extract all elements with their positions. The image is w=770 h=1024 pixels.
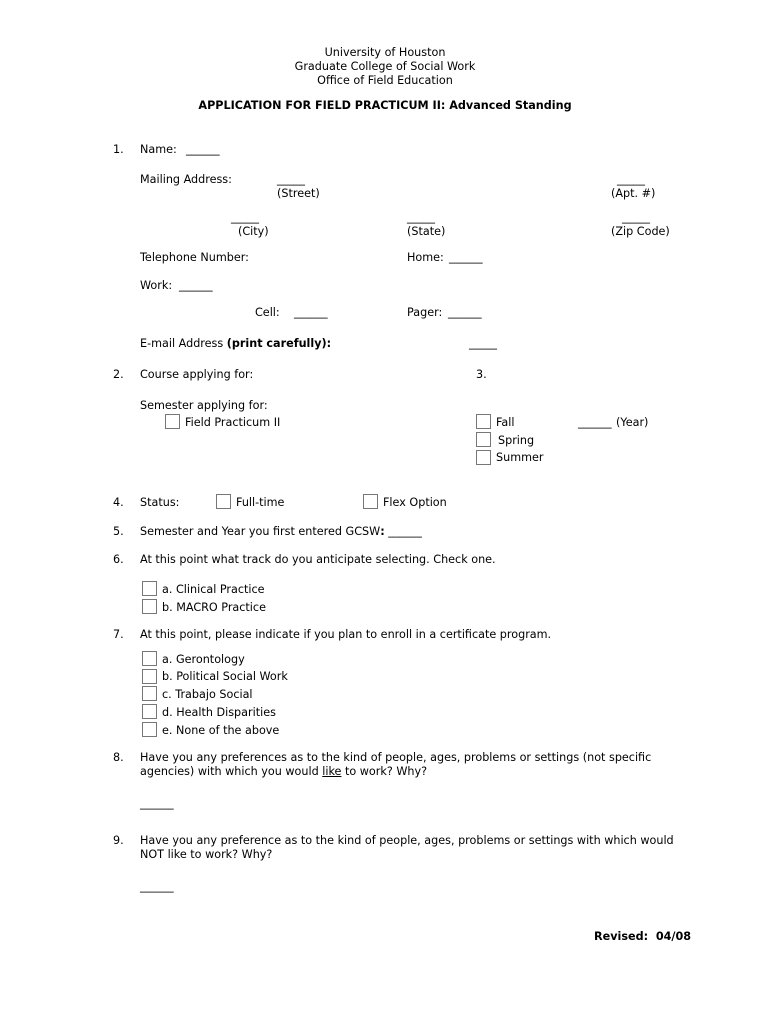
q5-number: 5. [113, 525, 124, 538]
header-office: Office of Field Education [317, 74, 453, 87]
clinical-practice-checkbox[interactable] [142, 581, 157, 596]
revised-label: Revised: [594, 930, 649, 943]
email-row [140, 337, 331, 351]
form-title: APPLICATION FOR FIELD PRACTICUM II: Advanced Standing [198, 99, 572, 112]
q4-number: 4. [113, 496, 124, 509]
state-blank[interactable]: _____ [407, 211, 435, 224]
fulltime-label: Full-time [236, 496, 285, 509]
q9-answer-blank[interactable]: ______ [140, 880, 174, 893]
q9-number: 9. [113, 834, 124, 847]
city-caption: (City) [238, 225, 269, 238]
work-blank[interactable]: ______ [179, 279, 213, 292]
year-blank[interactable]: ______ [578, 416, 612, 429]
q8-line2-post: to work? Why? [341, 765, 428, 778]
gerontology-label: a. Gerontology [162, 653, 245, 666]
summer-checkbox[interactable] [476, 450, 491, 465]
q8-line1: Have you any preferences as to the kind of people, ages, problems or settings (not specific [140, 751, 652, 764]
email-note: (print carefully): [226, 337, 332, 350]
header-college: Graduate College of Social Work [294, 60, 476, 73]
header-university: University of Houston [324, 46, 446, 59]
work-label: Work: [140, 279, 173, 292]
pager-label: Pager: [407, 306, 443, 319]
flex-option-checkbox[interactable] [363, 494, 378, 509]
mailing-address-label: Mailing Address: [140, 173, 232, 186]
q8-line2-pre: agencies) with which you would [140, 765, 323, 778]
fall-label: Fall [496, 416, 515, 429]
macro-practice-label: b. MACRO Practice [162, 601, 266, 614]
cell-blank[interactable]: ______ [294, 306, 328, 319]
semester-label: Semester applying for: [140, 399, 268, 412]
none-checkbox[interactable] [142, 722, 157, 737]
email-label: E-mail Address [140, 337, 224, 350]
flex-option-label: Flex Option [383, 496, 447, 509]
track-question: At this point what track do you anticipate selecting. Check one. [140, 553, 496, 566]
street-blank[interactable]: _____ [277, 173, 305, 186]
revised-date: 04/08 [655, 930, 692, 943]
q8-line2 [140, 765, 427, 779]
health-disparities-label: d. Health Disparities [162, 706, 276, 719]
city-blank[interactable]: _____ [231, 211, 259, 224]
q9-line2: NOT like to work? Why? [140, 848, 273, 861]
clinical-practice-label: a. Clinical Practice [162, 583, 265, 596]
health-disparities-checkbox[interactable] [142, 704, 157, 719]
status-label: Status: [140, 496, 180, 509]
course-label: Course applying for: [140, 368, 254, 381]
home-blank[interactable]: ______ [449, 251, 483, 264]
home-label: Home: [407, 251, 444, 264]
street-caption: (Street) [277, 187, 320, 200]
revised-stamp [594, 930, 691, 944]
spring-checkbox[interactable] [476, 432, 491, 447]
year-caption: (Year) [616, 416, 649, 429]
q8-like-word: like [322, 765, 342, 778]
telephone-label: Telephone Number: [140, 251, 249, 264]
q2-number: 2. [113, 368, 124, 381]
q6-number: 6. [113, 553, 124, 566]
none-label: e. None of the above [162, 724, 280, 737]
trabajo-social-checkbox[interactable] [142, 686, 157, 701]
apt-caption: (Apt. #) [611, 187, 656, 200]
zip-caption: (Zip Code) [611, 225, 670, 238]
gcsw-entry-blank[interactable]: ______ [388, 525, 422, 538]
gcsw-entry-row [140, 525, 422, 539]
gcsw-entry-label: Semester and Year you first entered GCSW [140, 525, 381, 538]
field-practicum-label: Field Practicum II [185, 416, 281, 429]
q7-number: 7. [113, 628, 124, 641]
gerontology-checkbox[interactable] [142, 651, 157, 666]
political-social-work-label: b. Political Social Work [162, 670, 288, 683]
zip-blank[interactable]: _____ [622, 211, 650, 224]
summer-label: Summer [496, 451, 544, 464]
email-blank[interactable]: _____ [469, 337, 497, 350]
trabajo-social-label: c. Trabajo Social [162, 688, 253, 701]
cell-label: Cell: [255, 306, 280, 319]
q3-number: 3. [476, 368, 487, 381]
fulltime-checkbox[interactable] [216, 494, 231, 509]
fall-checkbox[interactable] [476, 414, 491, 429]
state-caption: (State) [407, 225, 446, 238]
apt-blank[interactable]: _____ [617, 173, 645, 186]
q8-number: 8. [113, 751, 124, 764]
macro-practice-checkbox[interactable] [142, 599, 157, 614]
political-social-work-checkbox[interactable] [142, 669, 157, 684]
spring-label: Spring [498, 434, 535, 447]
q9-line1: Have you any preference as to the kind of people, ages, problems or settings with which would [140, 834, 674, 847]
name-label: Name: [140, 143, 177, 156]
field-practicum-checkbox[interactable] [165, 414, 180, 429]
pager-blank[interactable]: ______ [448, 306, 482, 319]
certificate-question: At this point, please indicate if you plan to enroll in a certificate program. [140, 628, 552, 641]
name-blank[interactable]: ______ [186, 143, 220, 156]
q1-number: 1. [113, 143, 124, 156]
q8-answer-blank[interactable]: ______ [140, 797, 174, 810]
gcsw-entry-colon: : [380, 525, 385, 538]
